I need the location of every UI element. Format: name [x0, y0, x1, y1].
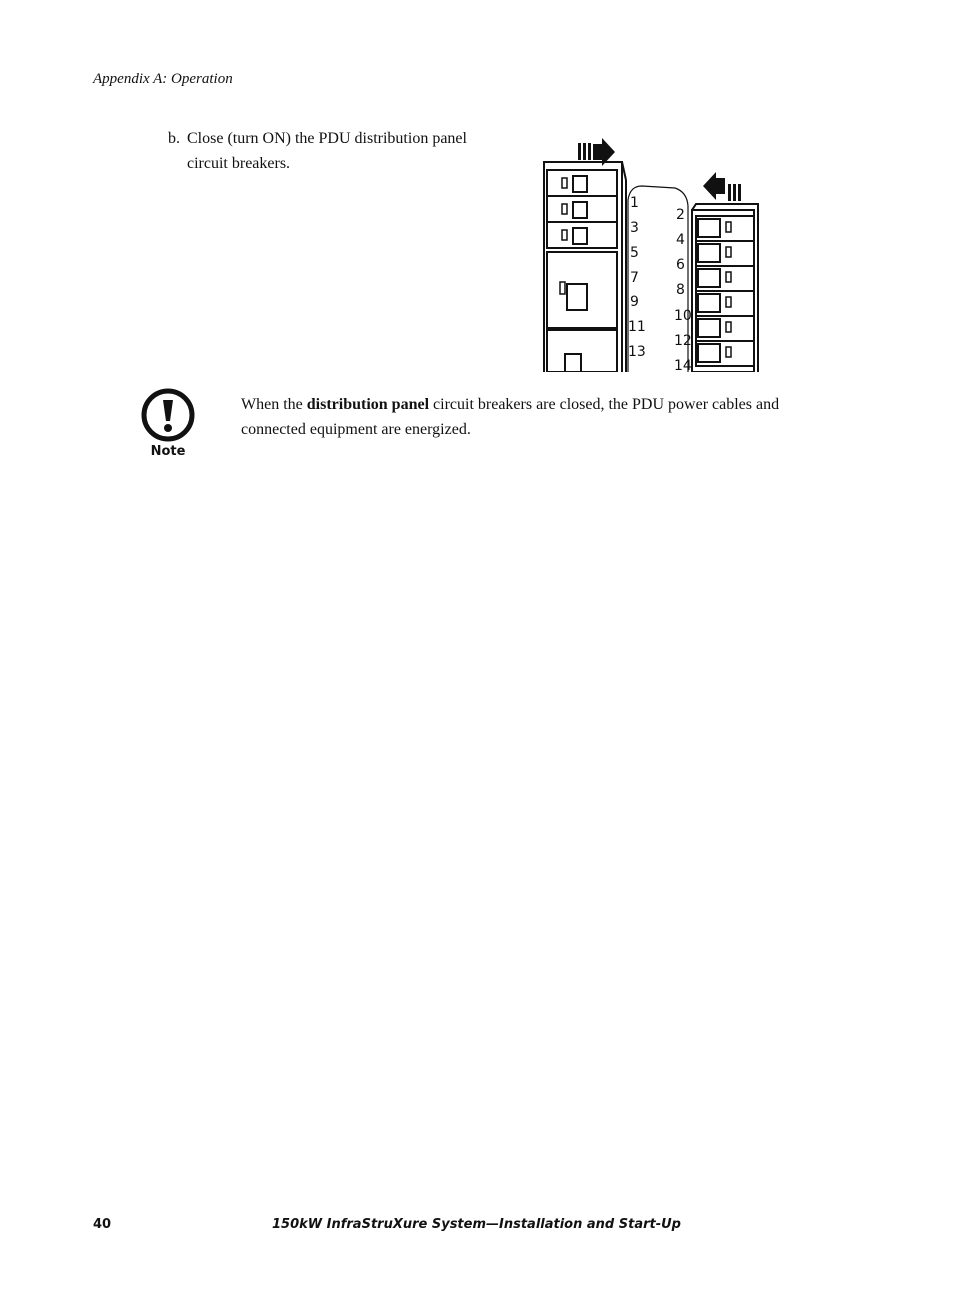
note-text-rest: circuit breakers are closed, the PDU power cables and connected equipment are energized. — [241, 396, 780, 438]
circuit-number-left: 13 — [628, 344, 646, 360]
circuit-number-left: 3 — [630, 220, 639, 236]
note-text-emphasis: distribution panel — [306, 396, 430, 413]
step-marker: b. — [168, 130, 180, 147]
circuit-number-left: 1 — [630, 195, 639, 211]
circuit-number-right: 10 — [674, 308, 692, 324]
circuit-number-right: 2 — [676, 207, 685, 223]
circuit-number-left: 11 — [628, 319, 646, 335]
left-breaker-column — [544, 162, 626, 372]
right-breaker-column — [692, 204, 758, 372]
page-number: 40 — [93, 1217, 112, 1232]
circuit-number-left: 5 — [630, 245, 639, 261]
running-header: Appendix A: Operation — [93, 71, 233, 87]
circuit-number-left: 9 — [630, 294, 639, 310]
note-icon-label: Note — [150, 444, 186, 459]
circuit-number-left: 7 — [630, 270, 639, 286]
circuit-number-right: 8 — [676, 282, 685, 298]
note-icon — [139, 388, 199, 460]
breaker-panel-drawing — [540, 130, 830, 372]
circuit-number-right: 14 — [674, 358, 692, 372]
step-text: Close (turn ON) the PDU distribution panel circuit breakers. — [187, 130, 467, 172]
circuit-number-right: 4 — [676, 232, 685, 248]
circuit-number-right: 12 — [674, 333, 692, 349]
note-text — [241, 392, 841, 442]
note-text-lead: When the — [241, 396, 307, 413]
document-title: 150kW InfraStruXure System—Installation and Start-Up — [272, 1217, 681, 1232]
circuit-breaker-illustration — [540, 130, 830, 372]
arrow-left-icon — [703, 172, 741, 201]
circuit-number-right: 6 — [676, 257, 685, 273]
